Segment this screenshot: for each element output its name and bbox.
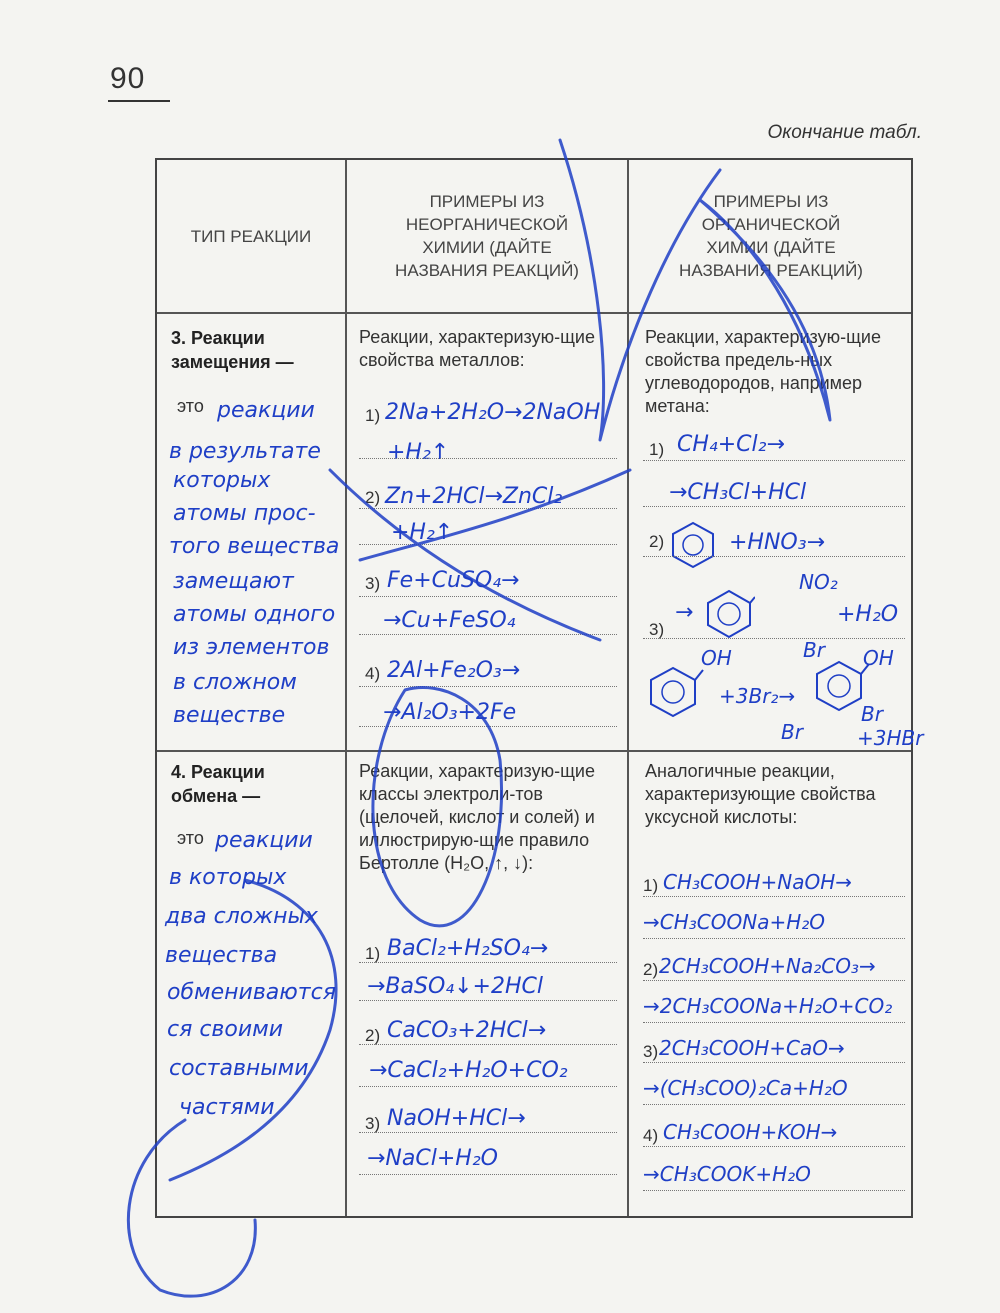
handwriting-line: вещества — [165, 943, 278, 968]
handwriting-equation: → — [675, 600, 694, 625]
handwriting-br: Br — [861, 702, 883, 726]
handwriting-equation: 2Na+2H₂O→2NaOH — [385, 400, 601, 425]
handwriting-line: обмениваются — [167, 980, 336, 1005]
row4-organic-cell — [629, 750, 913, 1218]
handwriting-line: реакции — [217, 398, 315, 423]
row3-organic-intro: Реакции, характеризую-щие свойства предель-ных углеводородов, например метана: — [645, 327, 881, 416]
answer-line — [359, 1044, 617, 1045]
benzene-ring-icon — [703, 588, 755, 640]
handwriting-equation: Fe+CuSO₄→ — [387, 568, 520, 593]
handwriting-line: в результате — [169, 439, 321, 464]
handwriting-oh: OH — [701, 646, 732, 670]
handwriting-equation: →Al₂O₃+2Fe — [383, 700, 517, 725]
answer-line — [359, 962, 617, 963]
answer-line — [643, 1022, 905, 1023]
row4-eto: это — [177, 828, 204, 848]
item-number: 2) — [365, 488, 381, 507]
answer-line — [643, 1104, 905, 1105]
handwriting-equation: Zn+2HCl→ZnCl₂ — [385, 484, 563, 509]
handwriting-oh: OH — [863, 646, 894, 670]
item-number: 1) — [643, 876, 659, 895]
handwriting-line: частями — [179, 1095, 275, 1120]
answer-line — [643, 1146, 905, 1147]
row3-type-cell — [157, 312, 345, 750]
answer-line — [359, 508, 617, 509]
answer-line — [643, 638, 905, 639]
handwriting-line: реакции — [215, 828, 313, 853]
handwriting-equation: +3HBr — [857, 726, 924, 750]
handwriting-equation: +H₂↑ — [387, 440, 450, 465]
handwriting-equation: →CaCl₂+H₂O+CO₂ — [369, 1058, 568, 1083]
handwriting-equation: NaOH+HCl→ — [387, 1106, 526, 1131]
answer-line — [359, 596, 617, 597]
page-number-rule — [108, 100, 170, 102]
item-number: 4) — [365, 664, 381, 683]
header-type: ТИП РЕАКЦИИ — [190, 226, 312, 246]
answer-line — [359, 634, 617, 635]
handwriting-line: веществе — [173, 703, 286, 728]
row4-definition — [159, 820, 336, 1128]
answer-line — [359, 544, 617, 545]
item-number: 2) — [643, 960, 659, 979]
handwriting-equation: 2Al+Fe₂O₃→ — [387, 658, 521, 683]
row3-organic-cell — [629, 312, 924, 750]
page-number: 90 — [110, 62, 146, 95]
handwriting-equation: 2CH₃COOH+Na₂CO₃→ — [659, 954, 876, 978]
handwriting-br: Br — [781, 720, 803, 744]
answer-line — [643, 896, 905, 897]
handwriting-line: два сложных — [165, 904, 318, 929]
item-number: 1) — [365, 406, 381, 425]
handwriting-equation: →Cu+FeSO₄ — [383, 608, 516, 633]
row4-type-cell — [157, 750, 345, 1218]
handwriting-line: которых — [173, 468, 271, 493]
item-number: 1) — [365, 944, 381, 963]
handwriting-nitro-group: NO₂ — [799, 570, 838, 594]
answer-line — [359, 726, 617, 727]
benzene-ring-icon — [669, 520, 717, 570]
handwriting-line: того вещества — [169, 534, 340, 559]
row4-inorganic-intro: Реакции, характеризую-щие классы электроли-тов (щелочей, кислот и солей) и иллюстрирую-щие правило Бертолле (H₂O, ↑, ↓): — [359, 761, 595, 873]
item-number: 3) — [649, 620, 665, 639]
answer-line — [359, 458, 617, 459]
handwriting-equation: +H₂O — [837, 602, 899, 627]
handwriting-equation: BaCl₂+H₂SO₄→ — [387, 936, 549, 961]
row4-inorganic-cell — [347, 750, 627, 1218]
header-organic: ПРИМЕРЫ ИЗ ОРГАНИЧЕСКОЙ ХИМИИ (ДАЙТЕ НАЗВАНИЯ РЕАКЦИЙ) — [679, 192, 863, 280]
answer-line — [643, 506, 905, 507]
item-number: 2) — [649, 532, 665, 551]
handwriting-line: в сложном — [173, 670, 297, 695]
handwriting-equation: →CH₃Cl+HCl — [669, 480, 807, 505]
handwriting-br: Br — [803, 638, 825, 662]
answer-line — [643, 1062, 905, 1063]
item-number: 3) — [365, 1114, 381, 1133]
handwriting-line: атомы прос- — [173, 501, 316, 526]
handwriting-equation: CaCO₃+2HCl→ — [387, 1018, 547, 1043]
handwriting-line: атомы одного — [173, 602, 336, 627]
item-number: 1) — [649, 440, 665, 459]
row3-eto: это — [177, 396, 204, 416]
answer-line — [643, 1190, 905, 1191]
phenol-ring-icon — [643, 660, 705, 720]
reaction-types-table — [155, 158, 924, 1218]
item-number: 3) — [365, 574, 381, 593]
table-caption: Окончание табл. — [767, 122, 922, 143]
handwriting-equation: +HNO₃→ — [729, 530, 826, 555]
handwriting-equation: →CH₃COONa+H₂O — [643, 910, 826, 934]
handwriting-equation: +H₂↑ — [391, 520, 454, 545]
answer-line — [643, 460, 905, 461]
item-number: 2) — [365, 1026, 381, 1045]
handwriting-line: из элементов — [173, 635, 330, 660]
handwriting-equation: +3Br₂→ — [719, 684, 796, 708]
handwriting-line: замещают — [173, 569, 294, 594]
answer-line — [359, 1132, 617, 1133]
answer-line — [359, 686, 617, 687]
answer-line — [359, 1000, 617, 1001]
item-number: 4) — [643, 1126, 659, 1145]
answer-line — [643, 980, 905, 981]
answer-line — [643, 938, 905, 939]
answer-line — [359, 1174, 617, 1175]
row3-title: 3. Реакции замещения — — [171, 328, 294, 372]
handwriting-equation: CH₃COOH+NaOH→ — [663, 870, 853, 894]
row3-inorganic-cell — [347, 312, 627, 750]
handwriting-equation: →2CH₃COONa+H₂O+CO₂ — [643, 994, 893, 1018]
handwriting-equation: →(CH₃COO)₂Ca+H₂O — [643, 1076, 848, 1100]
row3-definition — [159, 390, 340, 736]
row4-organic-intro: Аналогичные реакции, характеризующие свойства уксусной кислоты: — [645, 761, 876, 827]
handwriting-line: в которых — [169, 865, 287, 890]
header-inorganic: ПРИМЕРЫ ИЗ НЕОРГАНИЧЕСКОЙ ХИМИИ (ДАЙТЕ НАЗВАНИЯ РЕАКЦИЙ) — [395, 192, 579, 280]
answer-line — [359, 1086, 617, 1087]
handwriting-equation: →NaCl+H₂O — [367, 1146, 498, 1171]
answer-line — [643, 556, 905, 557]
row3-inorganic-intro: Реакции, характеризую-щие свойства металлов: — [359, 327, 595, 370]
handwriting-line: ся своими — [167, 1017, 284, 1042]
row4-title: 4. Реакции обмена — — [171, 762, 265, 806]
handwriting-equation: →BaSO₄↓+2HCl — [367, 974, 543, 999]
handwriting-equation: 2CH₃COOH+CaO→ — [659, 1036, 845, 1060]
handwriting-equation: CH₄+Cl₂→ — [677, 432, 785, 457]
item-number: 3) — [643, 1042, 659, 1061]
handwriting-equation: →CH₃COOK+H₂O — [643, 1162, 811, 1186]
handwriting-line: составными — [169, 1056, 309, 1081]
handwriting-equation: CH₃COOH+KOH→ — [663, 1120, 838, 1144]
